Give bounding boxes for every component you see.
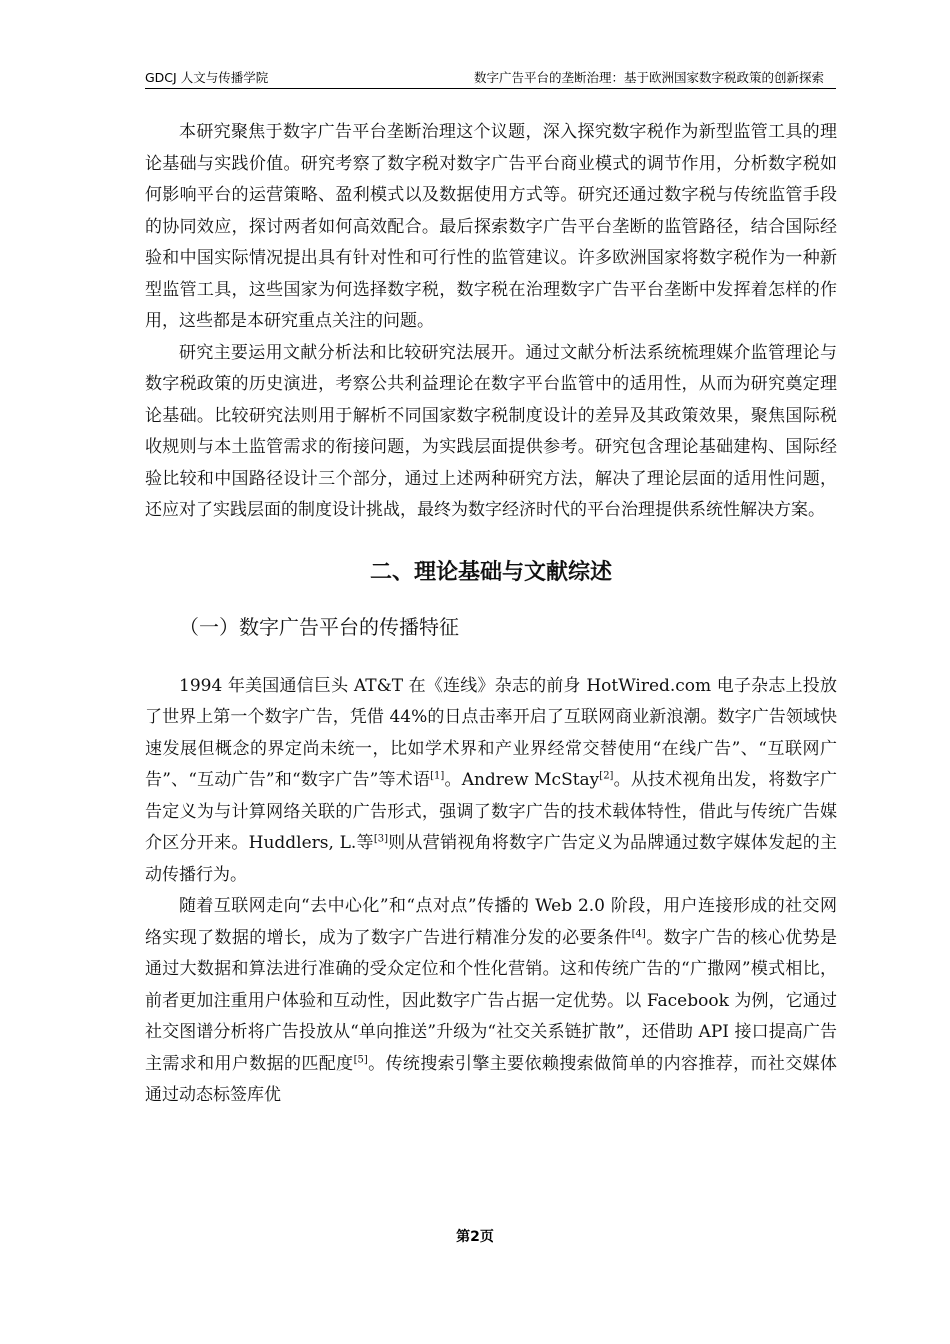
text-run: 。从技术视角出发，将数字广告定义为与计算网络关联的广告形式，强调了数字广告的技术载体特性，借此与传统广告媒介区分开来。Huddlers, L.等 bbox=[145, 770, 837, 853]
citation-ref-1: [1] bbox=[430, 770, 445, 782]
page-number: 第2页 bbox=[456, 1229, 494, 1245]
section-heading: 二、理论基础与文献综述 bbox=[369, 559, 612, 585]
paragraph-research-methods: 研究主要运用文献分析法和比较研究法展开。通过文献分析法系统梳理媒介监管理论与数字税政策的历史演进，考察公共利益理论在数字平台监管中的适用性，从而为研究奠定理论基础。比较研究法则用于解析不同国家数字税制度设计的差异及其政策效果，聚焦国际税收规则与本土监管需求的衔接问题，为实践层面提供参考。研究包含理论基础建构、国际经验比较和中国路径设计三个部分，通过上述两种研究方法，解决了理论层面的适用性问题，还应对了实践层面的制度设计挑战，最终为数字经济时代的平台治理提供系统性解决方案。 bbox=[145, 342, 837, 520]
text-run: 1994 年美国通信巨头 AT&T 在《连线》杂志的前身 HotWired.com 电子杂志上投放了世界上第一个数字广告，凭借 44%的日点击率开启了互联网商业新浪潮。数字广告领域快速发展但概念的界定尚未统一，比如学术界和产业界经常交替使用“在线广告”、“互联网广告”、“互动广告”和“数字广告”等术语 bbox=[145, 675, 837, 790]
text-run: 。数字广告的核心优势是通过大数据和算法进行准确的受众定位和个性化营销。这和传统广告的“广撒网”模式相比，前者更加注重用户体验和互动性，因此数字广告占据一定优势。以 Facebook 为例，它通过社交图谱分析将广告投放从“单向推送”升级为“社交关系链扩散”，还借助 API 接口提高广告主需求和用户数据的匹配度 bbox=[145, 927, 838, 1074]
running-header bbox=[145, 66, 836, 89]
text-run: 。传统搜索引擎主要依赖搜索做简单的内容推荐，而社交媒体通过动态标签库优 bbox=[145, 1053, 837, 1105]
citation-ref-4: [4] bbox=[631, 927, 646, 939]
text-run: 。Andrew McStay bbox=[444, 770, 600, 790]
page-body bbox=[145, 117, 837, 1112]
citation-ref-2: [2] bbox=[599, 770, 614, 782]
citation-ref-3: [3] bbox=[373, 833, 388, 845]
text-run: 随着互联网走向“去中心化”和“点对点”传播的 Web 2.0 阶段，用户连接形成的社交网络实现了数据的增长，成为了数字广告进行精准分发的必要条件 bbox=[145, 896, 837, 948]
paragraph-research-focus: 本研究聚焦于数字广告平台垄断治理这个议题，深入探究数字税作为新型监管工具的理论基础与实践价值。研究考察了数字税对数字广告平台商业模式的调节作用，分析数字税如何影响平台的运营策略、盈利模式以及数据使用方式等。研究还通过数字税与传统监管手段的协同效应，探讨两者如何高效配合。最后探索数字广告平台垄断的监管路径，结合国际经验和中国实际情况提出具有针对性和可行性的监管建议。许多欧洲国家将数字税作为一种新型监管工具，这些国家为何选择数字税，数字税在治理数字广告平台垄断中发挥着怎样的作用，这些都是本研究重点关注的问题。 bbox=[145, 122, 837, 331]
text-run: 则从营销视角将数字广告定义为品牌通过数字媒体发起的主动传播行为。 bbox=[145, 833, 838, 885]
paragraph-digital-ad-history bbox=[145, 671, 837, 892]
citation-ref-5: [5] bbox=[353, 1053, 368, 1065]
header-paper-title: 数字广告平台的垄断治理：基于欧洲国家数字税政策的创新探索 bbox=[473, 70, 824, 85]
header-institution: GDCJ 人文与传播学院 bbox=[145, 70, 269, 85]
subsection-heading: （一）数字广告平台的传播特征 bbox=[179, 614, 459, 639]
paragraph-web2-advantages bbox=[145, 891, 837, 1112]
